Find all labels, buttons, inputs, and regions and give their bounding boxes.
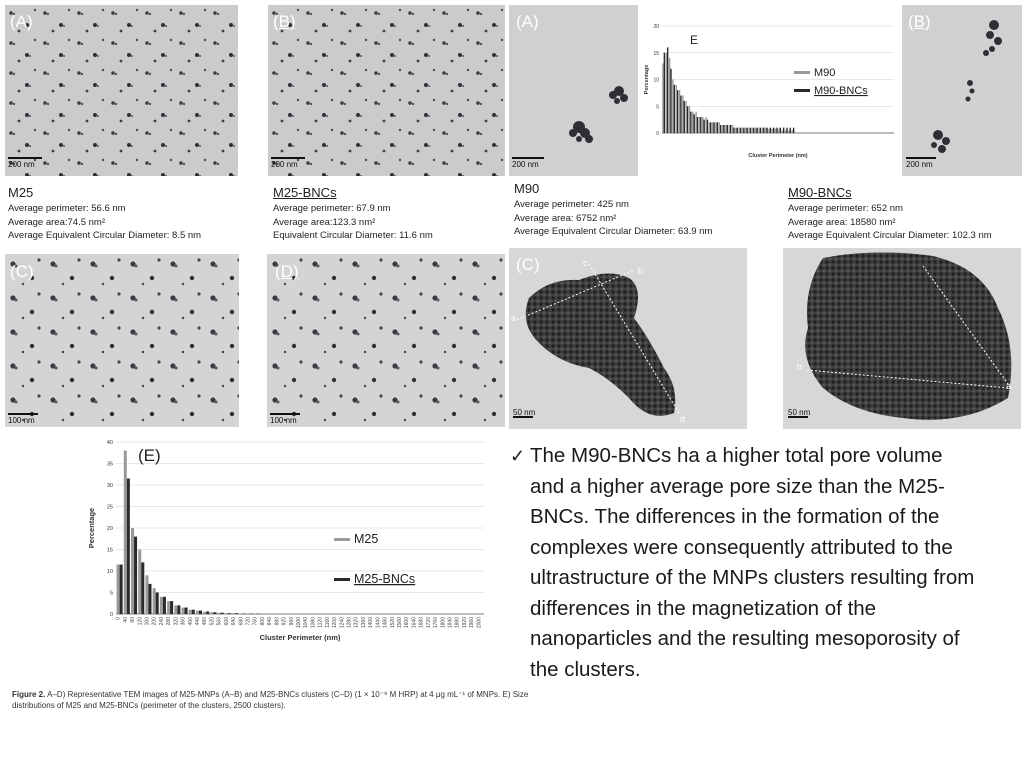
bar — [722, 125, 723, 133]
x-tick-label: 1920 — [461, 617, 468, 629]
bar — [710, 122, 711, 133]
bar — [723, 125, 724, 133]
tem-image-m25-a — [5, 5, 238, 176]
stats-line: Average perimeter: 67.9 nm — [273, 203, 391, 214]
x-tick-label: 840 — [267, 617, 274, 626]
x-tick-label: 680 — [238, 617, 245, 626]
stats-name: M90 — [514, 181, 540, 196]
bar — [732, 125, 733, 133]
bar — [693, 114, 694, 133]
bar — [770, 128, 771, 133]
bar — [177, 605, 180, 614]
bar — [228, 613, 231, 614]
stats-line: Average area:74.5 nm² — [8, 216, 105, 228]
x-tick-label: 360 — [180, 617, 187, 626]
bar — [699, 117, 700, 133]
panel-label-c: (C) — [516, 255, 540, 274]
scale-label: 200 nm — [271, 160, 298, 169]
bar — [692, 112, 693, 133]
bar — [792, 130, 793, 133]
bar — [235, 613, 238, 614]
bar — [695, 112, 696, 133]
panel-label-b: (B) — [273, 12, 296, 31]
stats-m90-bncs — [788, 184, 1020, 243]
bar — [709, 122, 710, 133]
bar — [743, 128, 744, 133]
stats-m90 — [514, 180, 779, 239]
stats-line: Average Equivalent Circular Diameter: 8.5 nm — [8, 230, 202, 242]
bar — [232, 613, 235, 614]
bar — [703, 120, 704, 133]
stats-line: Average Equivalent Circular Diameter: 63.9 nm — [514, 226, 713, 238]
x-tick-label: 1600 — [404, 617, 411, 629]
bar — [713, 122, 714, 133]
bar — [766, 128, 767, 133]
x-tick-label: 1960 — [469, 617, 476, 629]
y-tick-label: 25 — [106, 504, 113, 511]
bar — [156, 593, 159, 615]
scale-label: 50 nm — [788, 408, 811, 417]
scale-label: 50 nm — [513, 408, 536, 417]
bar — [685, 101, 686, 133]
bar — [700, 117, 701, 133]
scale-label: 200 nm — [512, 160, 539, 169]
bar — [758, 128, 759, 133]
bar — [669, 58, 670, 133]
x-axis-label: Cluster Perimeter (nm) — [259, 633, 341, 642]
y-axis-label: Percentage — [644, 64, 650, 95]
x-tick-label: 1480 — [382, 617, 389, 629]
bar — [763, 128, 764, 133]
bar — [206, 611, 209, 614]
legend-label: M90 — [814, 67, 836, 79]
bar — [185, 608, 188, 614]
caption-text: A–D) Representative TEM images of M25-MNPs (A–B) and M25-BNCs clusters (C–D) (1 × 10⁻⁹ M HRP) at 4 μg mL⁻¹ of MNPs. E) Size — [45, 690, 529, 699]
x-tick-label: 1040 — [303, 617, 310, 629]
legend-swatch — [334, 538, 350, 541]
bar — [727, 125, 728, 133]
stats-name: M90-BNCs — [788, 185, 852, 200]
bar — [131, 528, 134, 614]
bar — [218, 613, 221, 614]
x-tick-label: 1080 — [310, 617, 317, 629]
bar — [720, 125, 721, 133]
bar — [697, 117, 698, 133]
y-tick-label: 30 — [106, 483, 113, 489]
y-tick-label: 10 — [653, 77, 659, 84]
bar — [203, 612, 206, 614]
y-tick-label: 40 — [106, 440, 113, 446]
stats-m25-bncs — [273, 184, 513, 243]
stats-name: M25 — [8, 185, 34, 200]
bar — [148, 584, 151, 614]
x-tick-label: 880 — [274, 617, 281, 626]
bar — [738, 128, 739, 133]
bar — [221, 613, 224, 614]
chart-svg — [640, 16, 900, 181]
bar — [776, 128, 777, 133]
bar — [676, 85, 677, 133]
bar — [775, 129, 776, 133]
x-tick-label: 40 — [122, 617, 129, 623]
bar — [778, 129, 779, 133]
bar — [765, 128, 766, 133]
x-tick-label: 1760 — [433, 617, 440, 629]
y-tick-label: 0 — [656, 131, 659, 137]
bar — [785, 130, 786, 133]
x-tick-label: 1360 — [360, 617, 367, 629]
x-tick-label: 120 — [137, 617, 144, 626]
scale-label: 100 nm — [270, 416, 297, 425]
bar — [192, 610, 195, 614]
tem-image-m25-b — [268, 5, 505, 176]
stats-line: Average Equivalent Circular Diameter: 102.3 nm — [788, 230, 992, 242]
x-tick-label: 1160 — [324, 617, 331, 628]
caption-text: distributions of M25 and M25-BNCs (perimeter of the clusters, 2500 clusters). — [12, 701, 286, 710]
x-tick-label: 1560 — [397, 617, 404, 629]
figure-caption — [12, 689, 552, 711]
bar — [687, 106, 688, 133]
bar — [664, 53, 665, 133]
y-axis-label: Percentage — [87, 507, 96, 549]
bar — [772, 129, 773, 133]
bar — [124, 451, 127, 614]
bar — [729, 125, 730, 133]
diameter-mark: c — [583, 258, 588, 268]
x-tick-label: 160 — [144, 617, 151, 626]
x-tick-label: 1800 — [440, 617, 447, 629]
bar — [788, 130, 789, 133]
bar — [790, 128, 791, 133]
panel-label-b: (B) — [908, 12, 931, 31]
bar — [793, 128, 794, 133]
bar — [167, 601, 170, 614]
legend-swatch — [794, 71, 810, 74]
bar — [182, 608, 185, 614]
bar — [196, 611, 199, 614]
diameter-mark: a — [1006, 381, 1012, 391]
x-tick-label: 760 — [252, 617, 259, 626]
bar — [752, 128, 753, 133]
x-tick-label: 80 — [130, 617, 137, 623]
bar — [705, 117, 706, 133]
legend-label: M25-BNCs — [354, 572, 416, 586]
scale-bar — [906, 157, 936, 159]
bar — [680, 96, 681, 133]
x-tick-label: 1640 — [411, 617, 418, 629]
y-tick-label: 35 — [106, 461, 113, 468]
bar — [715, 122, 716, 133]
bar — [742, 128, 743, 133]
x-tick-label: 1320 — [353, 617, 360, 629]
bar — [762, 128, 763, 133]
chart-m90 — [640, 16, 900, 181]
bar — [662, 63, 663, 133]
x-tick-label: 280 — [166, 617, 173, 626]
bar — [210, 612, 213, 614]
tem-image-m90-c — [509, 248, 747, 429]
bar — [684, 101, 685, 133]
bar — [145, 575, 148, 614]
bar — [670, 69, 671, 133]
bar — [213, 612, 216, 614]
y-tick-label: 20 — [653, 24, 659, 30]
bar — [750, 128, 751, 133]
bar — [666, 53, 667, 133]
panel-label: E — [690, 33, 699, 47]
bar — [689, 106, 690, 133]
x-tick-label: 960 — [288, 617, 295, 626]
bar — [199, 611, 202, 614]
scale-label: 100 nm — [8, 416, 35, 425]
bar — [783, 128, 784, 133]
x-tick-label: 1000 — [296, 617, 302, 629]
bar — [672, 80, 673, 134]
x-tick-label: 240 — [158, 617, 165, 626]
x-tick-label: 1200 — [332, 617, 339, 629]
bar — [189, 610, 192, 614]
y-tick-label: 20 — [106, 526, 113, 532]
bar — [707, 120, 708, 133]
x-tick-label: 0 — [115, 617, 122, 620]
bar — [690, 112, 691, 133]
bar — [141, 562, 144, 614]
bar — [679, 90, 680, 133]
bar — [117, 565, 120, 614]
bar — [782, 130, 783, 133]
stats-line: Average area: 6752 nm² — [514, 212, 617, 224]
bar — [677, 90, 678, 133]
tem-image-m25-d — [267, 254, 505, 427]
y-tick-label: 15 — [653, 50, 659, 57]
bar — [174, 605, 177, 614]
bar — [735, 128, 736, 133]
bar — [756, 128, 757, 133]
bullet-text: The M90-BNCs ha a higher total pore volume and a higher average pore size than the M25-BNCs. The differences in the formation of the complexes were consequently attributed to the ultrastructure of the MNPs clusters resulting from differences in the magnetization of the nanoparticles and the resulting mesoporosity of the clusters. — [530, 444, 975, 681]
x-tick-label: 560 — [216, 617, 223, 626]
bar — [682, 96, 683, 133]
bar — [719, 122, 720, 133]
x-tick-label: 2000 — [476, 617, 483, 629]
tem-image-m25-c — [5, 254, 239, 427]
legend-swatch — [334, 578, 350, 581]
x-tick-label: 1520 — [389, 617, 396, 629]
diameter-mark: b — [638, 266, 644, 276]
stats-line: Average perimeter: 652 nm — [788, 203, 903, 214]
x-tick-label: 320 — [173, 617, 180, 626]
bar — [225, 613, 228, 614]
bar — [134, 537, 137, 614]
bar — [755, 128, 756, 133]
bar — [730, 125, 731, 133]
x-tick-label: 1680 — [418, 617, 425, 629]
bar — [120, 565, 123, 614]
scale-label: 200 nm — [906, 160, 933, 169]
x-tick-label: 1840 — [447, 617, 454, 629]
scale-bar — [8, 157, 42, 159]
x-tick-label: 440 — [194, 617, 201, 626]
bar — [740, 128, 741, 133]
x-tick-label: 1120 — [317, 617, 324, 628]
y-tick-label: 5 — [656, 104, 659, 111]
x-tick-label: 520 — [209, 617, 216, 626]
diameter-mark: d — [680, 414, 686, 424]
bar — [163, 597, 166, 614]
legend-label: M90-BNCs — [814, 85, 868, 97]
x-tick-label: 1400 — [368, 617, 375, 629]
y-tick-label: 0 — [109, 612, 113, 618]
bar — [748, 128, 749, 133]
stats-line: Average perimeter: 425 nm — [514, 199, 629, 210]
bar — [747, 128, 748, 133]
x-tick-label: 200 — [151, 617, 158, 626]
legend-swatch — [794, 89, 810, 92]
bar — [702, 117, 703, 133]
x-tick-label: 1440 — [375, 617, 382, 629]
panel-label: (E) — [138, 446, 161, 465]
stats-line: Average area: 18580 nm² — [788, 216, 896, 228]
bar — [712, 122, 713, 133]
scale-bar — [271, 157, 305, 159]
legend-label: M25 — [354, 532, 379, 546]
x-axis-label: Cluster Perimeter (nm) — [748, 153, 808, 159]
bar — [760, 128, 761, 133]
scale-bar — [270, 413, 300, 415]
scale-bar — [8, 413, 38, 415]
tem-image-m90-d — [783, 248, 1021, 429]
chart-m25 — [82, 433, 502, 648]
checkmark-icon: ✓ — [510, 446, 526, 466]
bar — [737, 128, 738, 133]
stats-line: Average area:123.3 nm² — [273, 216, 376, 228]
x-tick-label: 1880 — [454, 617, 461, 629]
bar — [768, 129, 769, 133]
x-tick-label: 920 — [281, 617, 288, 626]
caption-label: Figure 2. — [12, 690, 46, 699]
panel-label-a: (A) — [10, 12, 33, 31]
diameter-mark: a — [511, 313, 517, 323]
scale-bar — [512, 157, 544, 159]
x-tick-label: 1240 — [339, 617, 346, 629]
x-tick-label: 640 — [231, 617, 238, 626]
bar — [717, 122, 718, 133]
bar — [667, 47, 668, 133]
x-tick-label: 400 — [187, 617, 194, 626]
panel-label-a: (A) — [516, 12, 539, 31]
y-tick-label: 5 — [109, 590, 113, 597]
panel-label-d: (D) — [275, 262, 299, 281]
bar — [674, 85, 675, 133]
bar — [138, 550, 141, 615]
bar — [160, 597, 163, 614]
y-tick-label: 15 — [106, 547, 113, 554]
bar — [780, 128, 781, 133]
x-tick-label: 480 — [202, 617, 209, 626]
x-tick-label: 720 — [245, 617, 252, 626]
x-tick-label: 600 — [223, 617, 230, 626]
scale-label: 200 nm — [8, 160, 35, 169]
x-tick-label: 1720 — [425, 617, 432, 629]
stats-line: Equivalent Circular Diameter: 11.6 nm — [273, 230, 433, 242]
x-tick-label: 800 — [259, 617, 266, 626]
bar — [753, 128, 754, 133]
bar — [733, 128, 734, 133]
bar — [745, 128, 746, 133]
stats-m25 — [8, 184, 258, 243]
diameter-mark: b — [797, 362, 803, 372]
chart-svg — [82, 433, 502, 648]
stats-name: M25-BNCs — [273, 185, 337, 200]
panel-label-c: (C) — [10, 262, 34, 281]
x-tick-label: 1280 — [346, 617, 353, 629]
stats-line: Average perimeter: 56.6 nm — [8, 203, 126, 214]
bar — [773, 128, 774, 133]
y-tick-label: 10 — [106, 569, 113, 575]
bar — [127, 479, 130, 614]
bar — [153, 588, 156, 614]
bar — [786, 128, 787, 133]
bar — [725, 125, 726, 133]
bar — [170, 601, 173, 614]
